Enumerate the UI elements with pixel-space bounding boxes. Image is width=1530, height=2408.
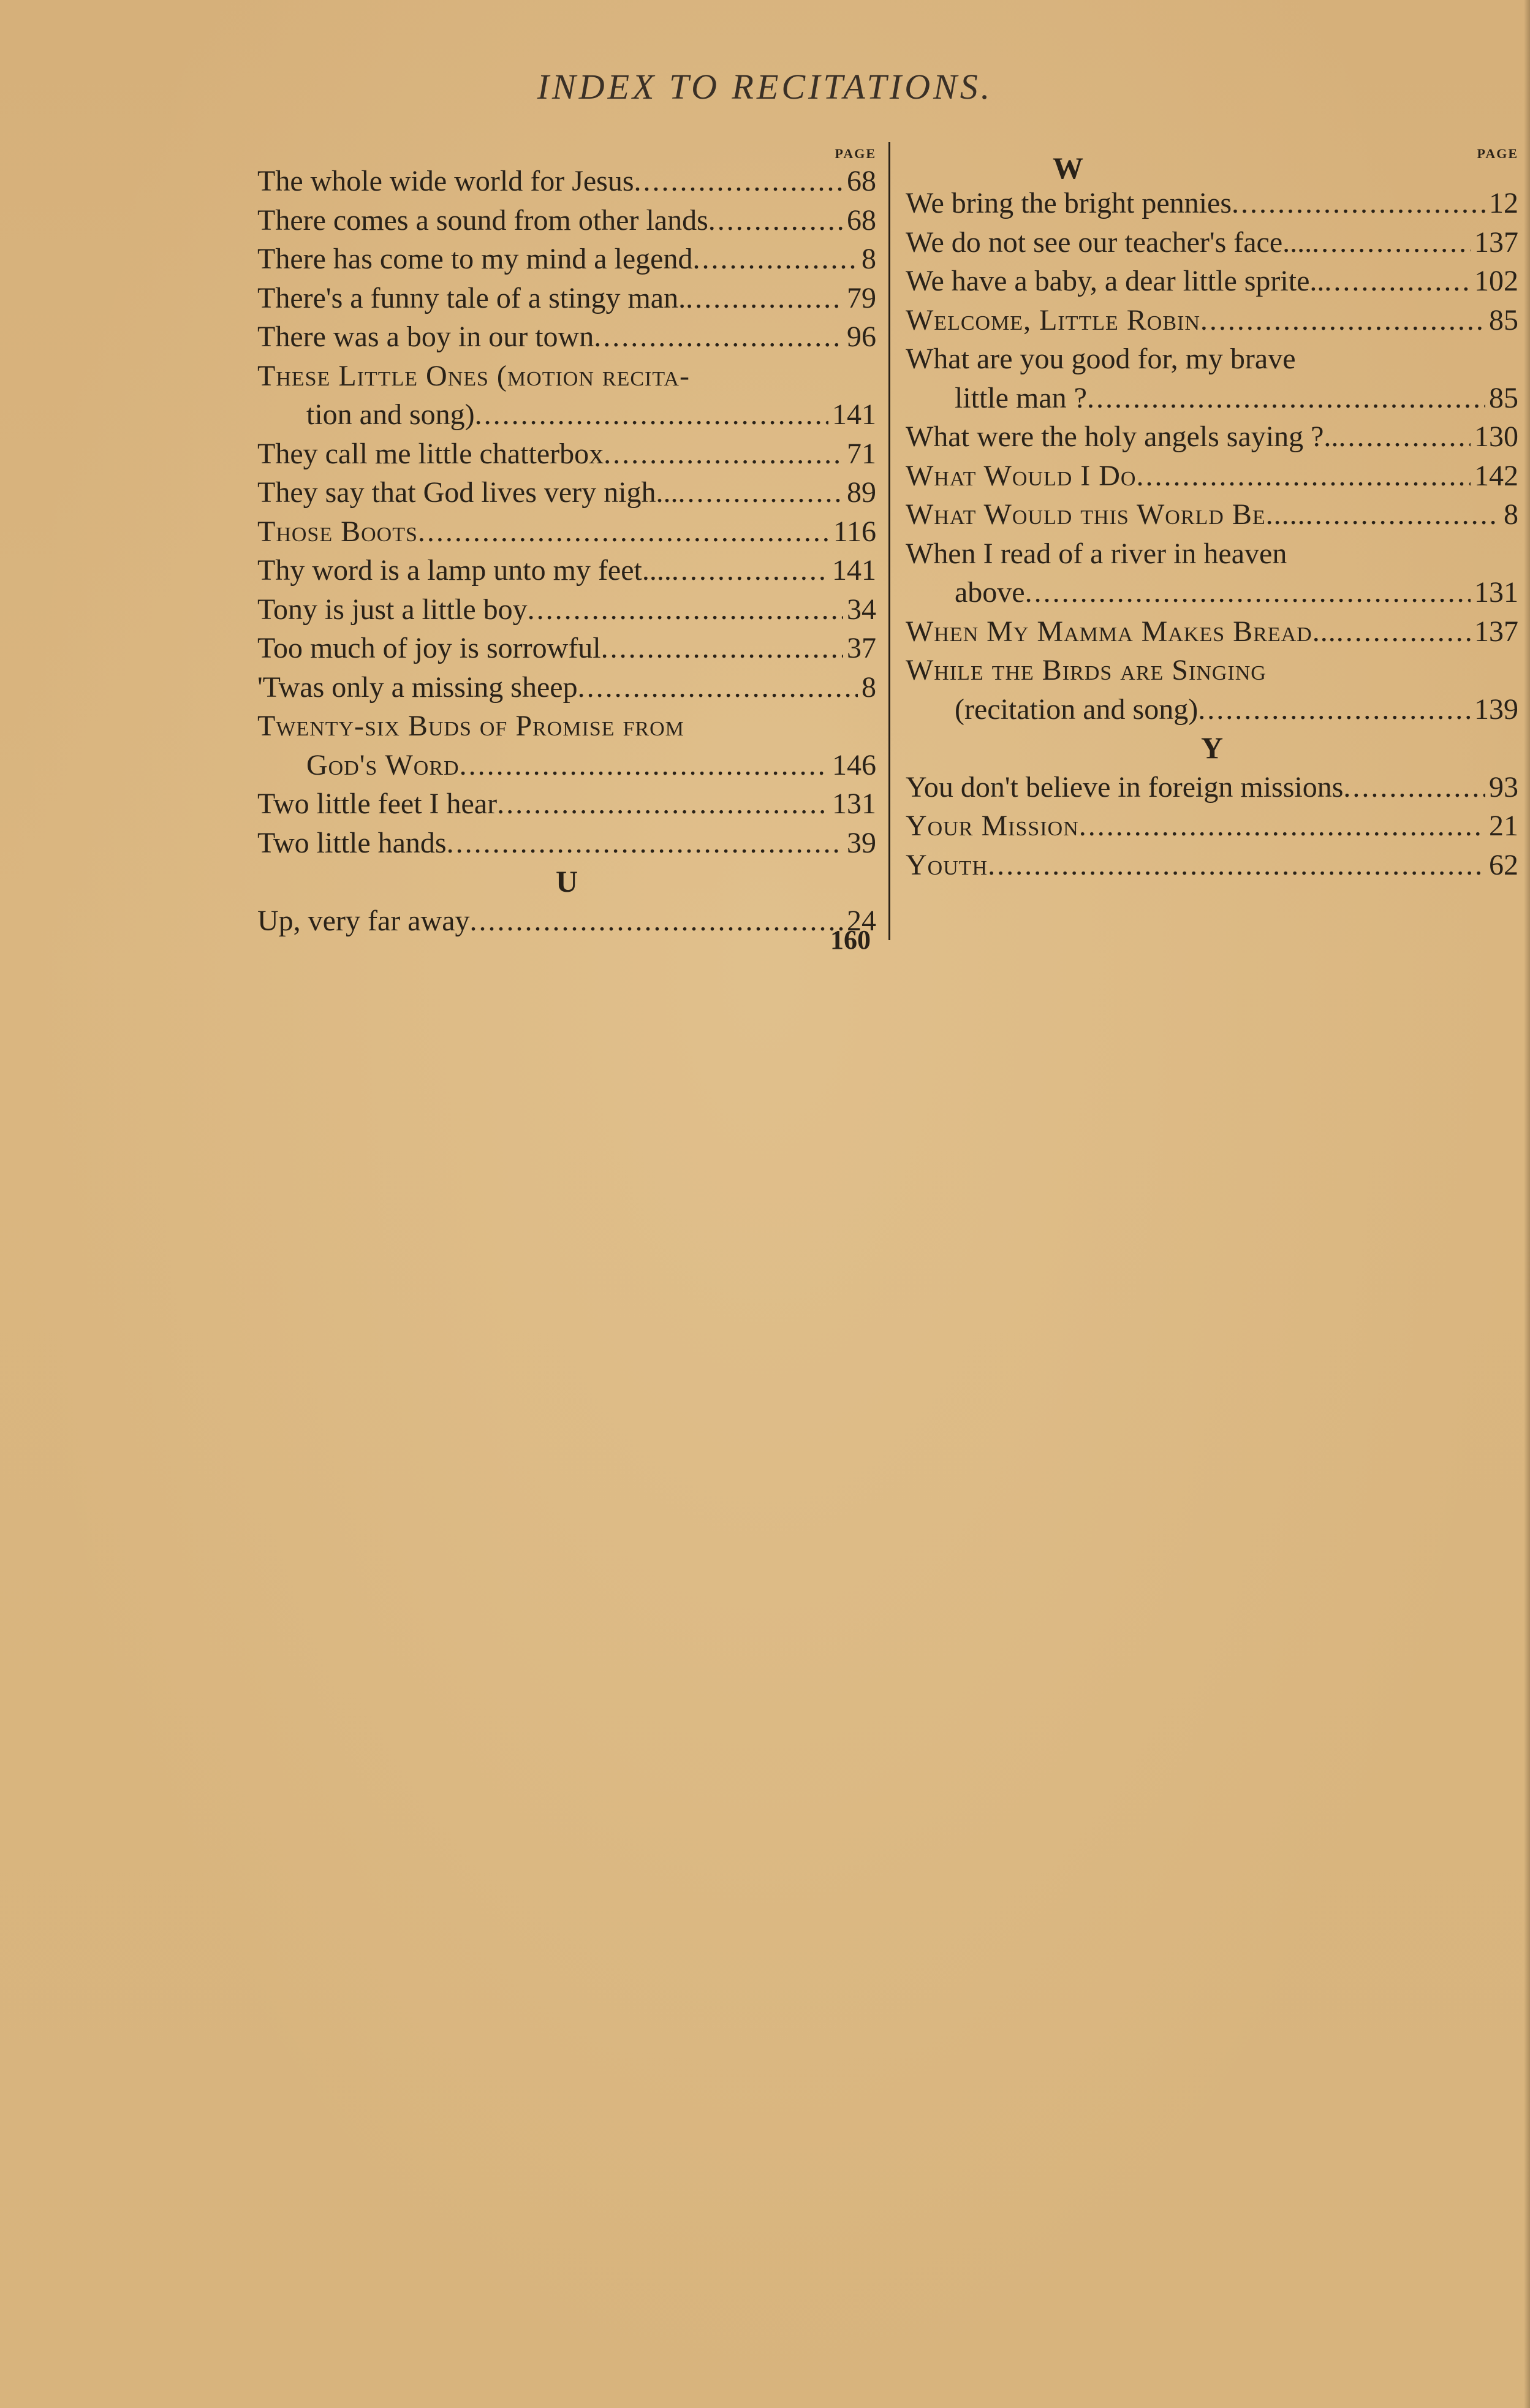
entry-page: 68 [847, 203, 876, 237]
entry-title: Too much of joy is sorrowful [257, 632, 601, 664]
index-entry [906, 301, 1518, 340]
index-entry [257, 473, 876, 512]
entry-page: 96 [847, 321, 876, 353]
leader-dots [578, 668, 858, 707]
index-entry [906, 846, 1518, 885]
index-entry [257, 551, 876, 590]
leader-dots [497, 784, 828, 824]
entry-group-w2 [906, 417, 1518, 534]
index-entry [257, 668, 876, 707]
entry-page: 93 [1489, 770, 1518, 803]
leader-dots [1232, 184, 1485, 223]
entry-group-y [906, 768, 1518, 885]
leader-dots [672, 551, 828, 590]
leader-dots [686, 279, 843, 318]
entry-page: 102 [1474, 265, 1518, 297]
entry-page: 62 [1489, 848, 1518, 881]
entry-page: 130 [1474, 420, 1518, 453]
entry-group-t [257, 162, 876, 357]
entry-title: God's Word [306, 748, 460, 781]
entry-when-my-mamma [906, 612, 1518, 651]
leader-dots [692, 240, 858, 279]
leader-dots [470, 902, 844, 941]
entry-title: Those Boots [257, 515, 418, 548]
entry-page: 21 [1489, 810, 1518, 842]
leader-dots [988, 846, 1485, 885]
column-divider [888, 142, 890, 940]
leader-dots [1079, 807, 1485, 846]
entry-title: We have a baby, a dear little sprite.. [906, 265, 1325, 297]
entry-page: 141 [832, 398, 876, 431]
entry-title: You don't believe in foreign missions [906, 770, 1344, 803]
leader-dots [708, 201, 843, 240]
leader-dots [1312, 223, 1471, 262]
entry-title: Youth [906, 848, 988, 881]
index-entry [906, 223, 1518, 262]
entry-title: There's a funny tale of a stingy man. [257, 281, 686, 314]
entry-page: 37 [847, 632, 876, 664]
entry-page: 137 [1474, 615, 1518, 648]
leader-dots [528, 590, 843, 629]
page-column-label: PAGE [835, 146, 876, 161]
entry-what-are-you-line2 [906, 379, 1518, 418]
entry-title: There has come to my mind a legend [257, 243, 693, 275]
entry-these-little-ones-line2 [257, 395, 876, 435]
index-entry [257, 240, 876, 279]
entry-page: 39 [847, 826, 876, 859]
entry-title: little man ? [955, 381, 1087, 414]
leader-dots [601, 629, 843, 668]
leader-dots [1198, 690, 1471, 729]
entry-title: What were the holy angels saying ?.. [906, 420, 1339, 453]
entry-page: 71 [847, 437, 876, 470]
entry-page: 24 [847, 904, 876, 937]
leader-dots [678, 473, 843, 512]
right-column [906, 146, 1518, 884]
entry-page: 68 [847, 165, 876, 197]
index-entry [257, 824, 876, 863]
entry-title: above [955, 576, 1025, 609]
leader-dots [1200, 301, 1485, 340]
entry-title: Two little feet I hear [257, 788, 498, 820]
index-entry [906, 495, 1518, 534]
entry-while-the-birds-line2 [906, 690, 1518, 729]
entry-group-u [257, 902, 876, 941]
leader-dots [1336, 612, 1471, 651]
entry-title: Tony is just a little boy [257, 593, 528, 626]
entry-title: Your Mission [906, 810, 1079, 842]
entry-group-t2 [257, 435, 876, 707]
entry-page: 12 [1489, 187, 1518, 219]
entry-title: There comes a sound from other lands [257, 203, 708, 237]
entry-title: They say that God lives very nigh... [257, 476, 678, 509]
entry-title: Up, very far away [257, 904, 470, 937]
entry-page: 8 [862, 670, 876, 704]
entry-twenty-six-line2 [257, 746, 876, 785]
entry-page: 131 [832, 788, 876, 820]
leader-dots [634, 162, 843, 201]
leader-dots [1324, 262, 1471, 301]
entry-when-i-read-line2 [906, 573, 1518, 612]
left-column [257, 146, 876, 940]
index-entry [257, 317, 876, 357]
index-entry [257, 784, 876, 824]
page-number: 160 [830, 925, 871, 955]
leader-dots [1306, 495, 1500, 534]
entry-page: 85 [1489, 303, 1518, 336]
page-column-label: PAGE [1477, 146, 1518, 161]
entry-page: 146 [832, 748, 876, 781]
leader-dots [1338, 417, 1471, 457]
index-entry [257, 590, 876, 629]
entry-twenty-six-line1: Twenty-six Buds of Promise from [257, 710, 684, 742]
entry-title: Welcome, Little Robin [906, 303, 1200, 336]
index-entry [906, 184, 1518, 223]
entry-page: 89 [847, 476, 876, 509]
entry-title: They call me little chatterbox [257, 437, 604, 470]
entry-page: 137 [1474, 226, 1518, 259]
entry-page: 139 [1474, 693, 1518, 726]
entry-title: When My Mamma Makes Bread... [906, 615, 1336, 648]
entry-page: 34 [847, 593, 876, 626]
entry-title: We do not see our teacher's face.... [906, 226, 1312, 259]
entry-title: tion and song) [306, 398, 475, 431]
entry-while-the-birds-line1: While the Birds are Singing [906, 654, 1267, 686]
leader-dots [418, 512, 830, 552]
leader-dots [604, 435, 843, 474]
index-entry [257, 435, 876, 474]
entry-page: 8 [862, 243, 876, 275]
leader-dots [460, 746, 828, 785]
index-entry [257, 279, 876, 318]
page-title: INDEX TO RECITATIONS. [537, 67, 993, 107]
section-letter-y: Y [1200, 731, 1224, 765]
leader-dots [1136, 457, 1471, 496]
entry-group-w1 [906, 184, 1518, 340]
index-entry [257, 162, 876, 201]
entry-when-i-read-line1: When I read of a river in heaven [906, 537, 1287, 570]
leader-dots [447, 824, 843, 863]
page-edge-shadow [1524, 0, 1530, 2408]
index-entry [257, 512, 876, 552]
leader-dots [1025, 573, 1471, 612]
entry-title: There was a boy in our town [257, 321, 594, 353]
index-entry [257, 902, 876, 941]
entry-page: 131 [1474, 576, 1518, 609]
section-letter-u: U [555, 864, 578, 898]
entry-title: Two little hands [257, 826, 447, 859]
entry-title: (recitation and song) [955, 693, 1199, 726]
entry-title: What Would this World Be..... [906, 498, 1306, 531]
entry-title: The whole wide world for Jesus [257, 165, 634, 197]
entry-title: What Would I Do [906, 459, 1137, 492]
index-entry [906, 768, 1518, 807]
leader-dots [475, 395, 828, 435]
index-entry [906, 807, 1518, 846]
index-entry [257, 629, 876, 668]
entry-page: 79 [847, 281, 876, 314]
entry-page: 85 [1489, 381, 1518, 414]
entry-page: 8 [1504, 498, 1518, 531]
entry-title: 'Twas only a missing sheep [257, 670, 578, 704]
leader-dots [1343, 768, 1485, 807]
index-entry [906, 417, 1518, 457]
entry-page: 116 [833, 515, 876, 548]
index-entry [906, 262, 1518, 301]
entry-these-little-ones-line1: These Little Ones (motion recita- [257, 359, 690, 392]
entry-page: 142 [1474, 459, 1518, 492]
entry-what-are-you-line1: What are you good for, my brave [906, 343, 1296, 375]
index-entry [906, 457, 1518, 496]
index-entry [257, 201, 876, 240]
leader-dots [1087, 379, 1485, 418]
entry-page: 141 [832, 554, 876, 587]
entry-title: We bring the bright pennies [906, 187, 1232, 219]
section-letter-w: W [1053, 151, 1083, 185]
entry-group-t3 [257, 784, 876, 862]
entry-title: Thy word is a lamp unto my feet.... [257, 554, 672, 587]
leader-dots [594, 317, 843, 357]
